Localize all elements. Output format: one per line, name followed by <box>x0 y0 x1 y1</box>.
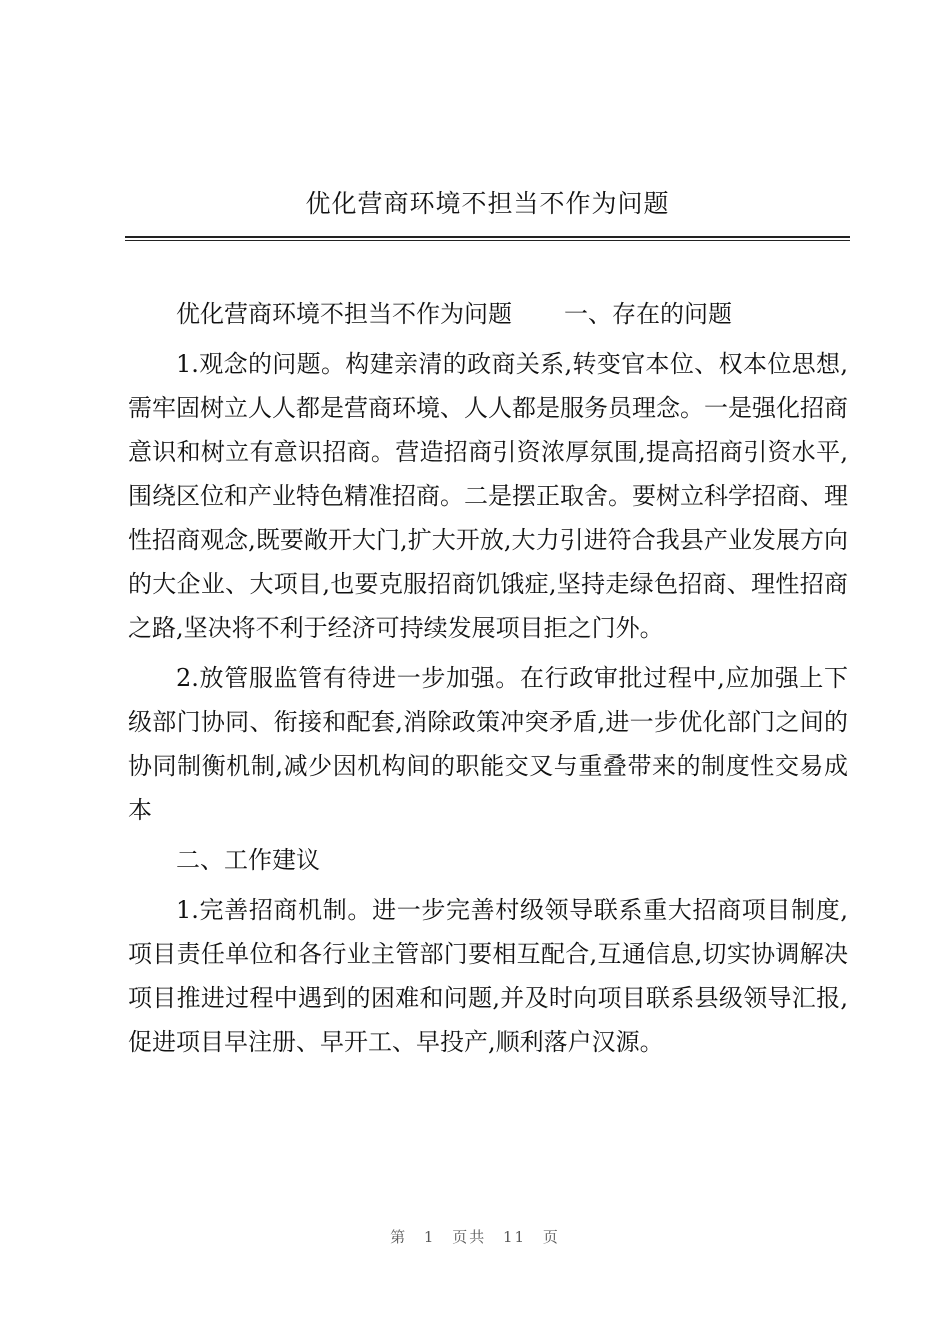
title-rule-thin-line <box>125 240 850 241</box>
lead-title: 优化营商环境不担当不作为问题 <box>176 300 512 328</box>
document-title: 优化营商环境不担当不作为问题 <box>305 189 670 218</box>
paragraph-concept-problem: 1.观念的问题。构建亲清的政商关系,转变官本位、权本位思想,需牢固树立人人都是营商环境、人人都是服务员理念。一是强化招商意识和树立有意识招商。营造招商引资浓厚氛围,提高招商引资水平,围绕区位和产业特色精准招商。二是摆正取舍。要树立科学招商、理性招商观念,既要敞开大门,扩大开放,大力引进符合我县产业发展方向的大企业、大项目,也要克服招商饥饿症,坚持走绿色招商、理性招商之路,坚决将不利于经济可持续发展项目拒之门外。 <box>128 350 848 642</box>
document-body <box>128 292 848 1070</box>
page-footer: 第 1 页共 11 页 <box>390 1228 560 1246</box>
title-rule-thick-line <box>125 236 850 238</box>
paragraph-supervision: 2.放管服监管有待进一步加强。在行政审批过程中,应加强上下级部门协同、衔接和配套,消除政策冲突矛盾,进一步优化部门之间的协同制衡机制,减少因机构间的职能交叉与重叠带来的制度性交易成本 <box>128 664 848 824</box>
section-heading-suggestions: 二、工作建议 <box>176 846 320 874</box>
title-double-rule <box>125 236 850 242</box>
paragraph-investment-mechanism: 1.完善招商机制。进一步完善村级领导联系重大招商项目制度,项目责任单位和各行业主管部门要相互配合,互通信息,切实协调解决项目推进过程中遇到的困难和问题,并及时向项目联系县级领导汇报,促进项目早注册、早开工、早投产,顺利落户汉源。 <box>128 896 848 1056</box>
lead-paragraph <box>128 292 848 336</box>
section-heading-problems: 一、存在的问题 <box>564 300 732 328</box>
